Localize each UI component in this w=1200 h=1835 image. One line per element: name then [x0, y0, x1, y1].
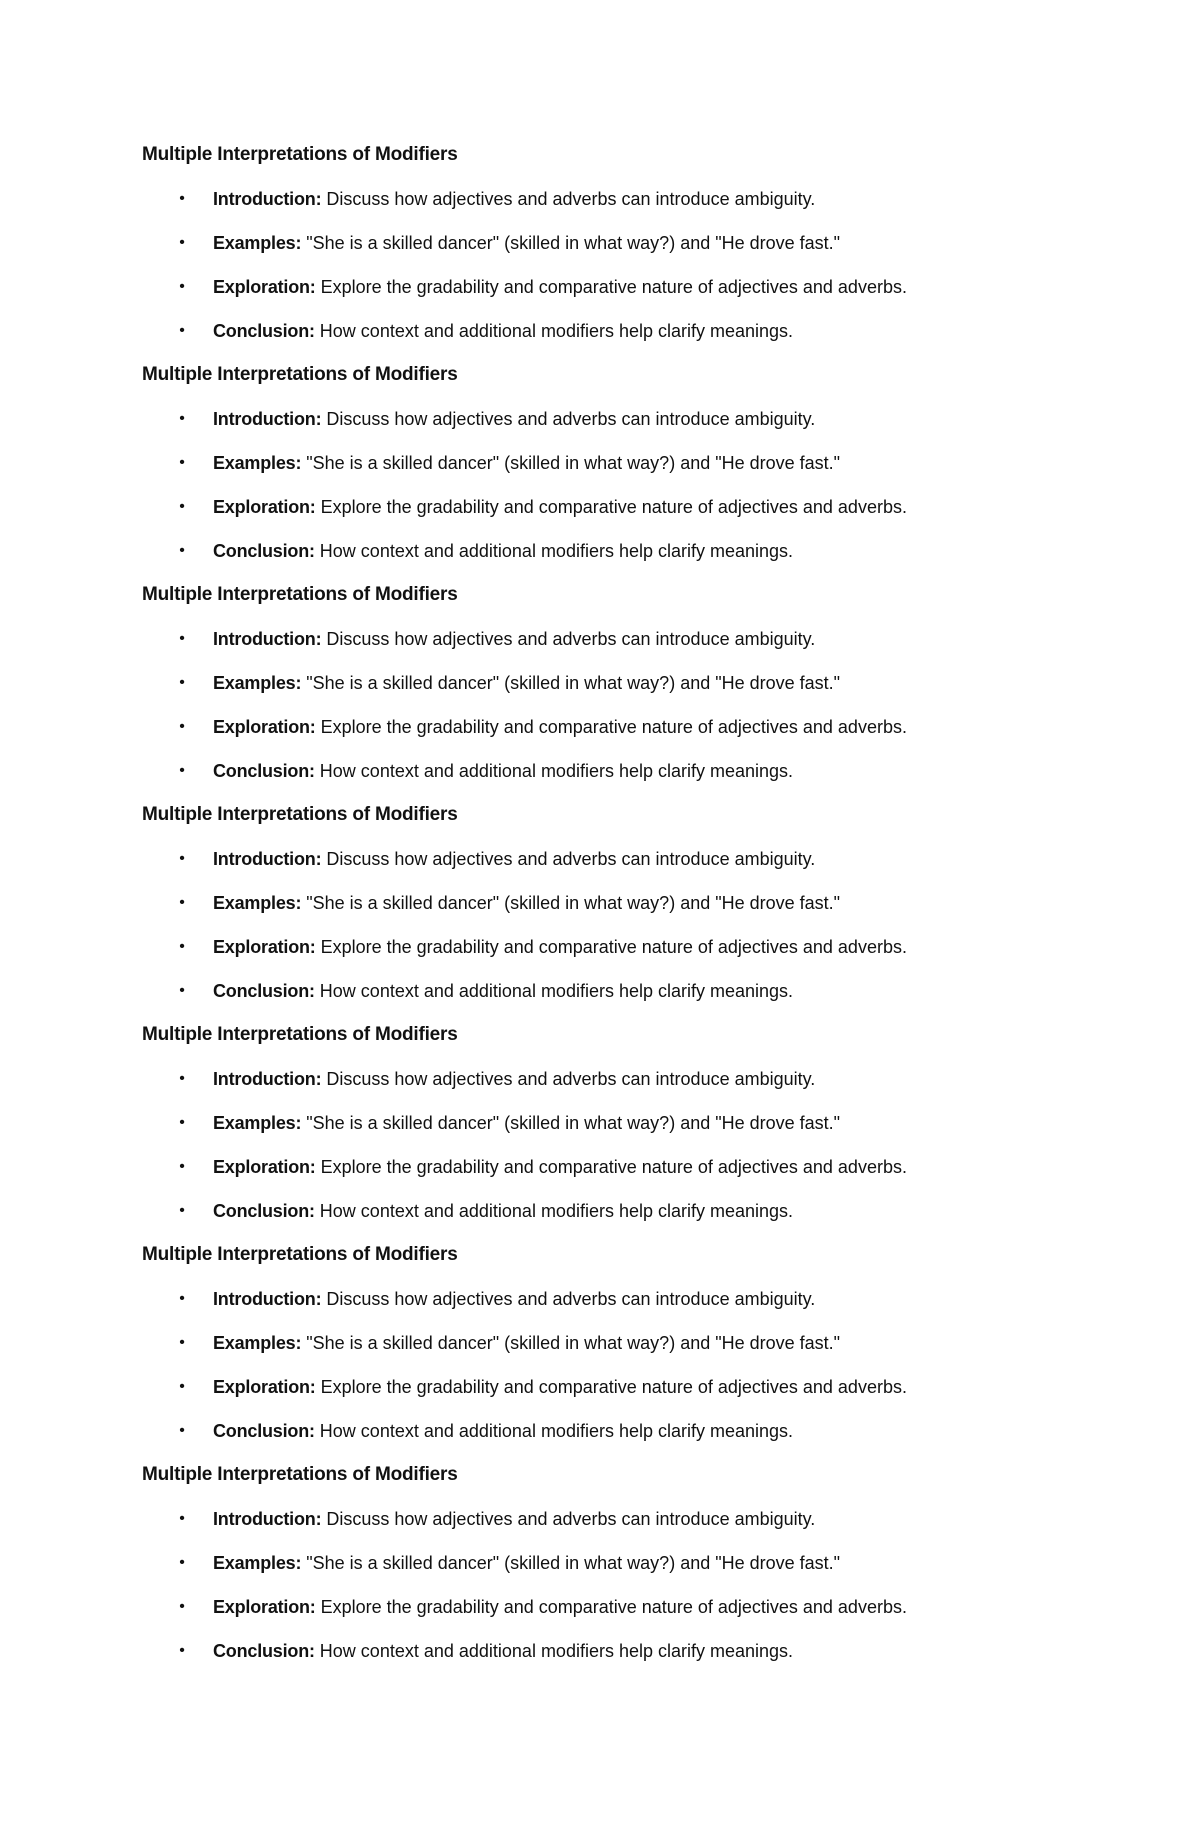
list-item	[142, 449, 1102, 477]
item-text: How context and additional modifiers help clarify meanings.	[319, 981, 794, 1001]
bullet-list	[142, 185, 1102, 345]
bullet-icon: •	[179, 982, 185, 999]
list-item	[142, 1417, 1102, 1445]
item-label: Examples:	[213, 1553, 302, 1573]
bullet-list	[142, 1065, 1102, 1225]
list-item	[142, 977, 1102, 1005]
section-heading: Multiple Interpretations of Modifiers	[142, 1464, 458, 1485]
item-text: Explore the gradability and comparative nature of adjectives and adverbs.	[320, 717, 907, 737]
item-label: Exploration:	[213, 1377, 316, 1397]
item-label: Conclusion:	[213, 321, 315, 341]
bullet-icon: •	[179, 1158, 185, 1175]
list-item	[142, 405, 1102, 433]
bullet-icon: •	[179, 850, 185, 867]
list-item	[142, 1505, 1102, 1533]
item-text: "She is a skilled dancer" (skilled in what way?) and "He drove fast."	[306, 673, 841, 693]
item-label: Introduction:	[213, 409, 322, 429]
item-text: How context and additional modifiers help clarify meanings.	[319, 1201, 794, 1221]
list-item	[142, 625, 1102, 653]
bullet-icon: •	[179, 1378, 185, 1395]
bullet-icon: •	[179, 674, 185, 691]
item-text: Explore the gradability and comparative nature of adjectives and adverbs.	[320, 497, 907, 517]
item-text: "She is a skilled dancer" (skilled in what way?) and "He drove fast."	[306, 1113, 841, 1133]
outline-section	[142, 1241, 1102, 1445]
bullet-icon: •	[179, 454, 185, 471]
item-text: Explore the gradability and comparative nature of adjectives and adverbs.	[320, 1377, 907, 1397]
outline-section	[142, 801, 1102, 1005]
list-item	[142, 889, 1102, 917]
section-heading: Multiple Interpretations of Modifiers	[142, 1024, 458, 1045]
bullet-icon: •	[179, 542, 185, 559]
item-label: Conclusion:	[213, 1421, 315, 1441]
list-item	[142, 1373, 1102, 1401]
item-label: Examples:	[213, 1333, 302, 1353]
bullet-icon: •	[179, 234, 185, 251]
bullet-list	[142, 845, 1102, 1005]
item-label: Conclusion:	[213, 541, 315, 561]
item-label: Examples:	[213, 1113, 302, 1133]
item-label: Examples:	[213, 453, 302, 473]
bullet-icon: •	[179, 1114, 185, 1131]
item-label: Examples:	[213, 673, 302, 693]
bullet-icon: •	[179, 1598, 185, 1615]
list-item	[142, 1153, 1102, 1181]
item-label: Examples:	[213, 893, 302, 913]
section-heading: Multiple Interpretations of Modifiers	[142, 584, 458, 605]
item-label: Conclusion:	[213, 761, 315, 781]
bullet-icon: •	[179, 762, 185, 779]
item-label: Examples:	[213, 233, 302, 253]
bullet-icon: •	[179, 1334, 185, 1351]
bullet-icon: •	[179, 1642, 185, 1659]
bullet-icon: •	[179, 1202, 185, 1219]
item-label: Introduction:	[213, 189, 322, 209]
outline-section	[142, 361, 1102, 565]
section-heading: Multiple Interpretations of Modifiers	[142, 364, 458, 385]
outline-section	[142, 141, 1102, 345]
bullet-icon: •	[179, 894, 185, 911]
item-text: "She is a skilled dancer" (skilled in what way?) and "He drove fast."	[306, 1553, 841, 1573]
bullet-icon: •	[179, 1070, 185, 1087]
bullet-icon: •	[179, 630, 185, 647]
bullet-list	[142, 1285, 1102, 1445]
item-text: Discuss how adjectives and adverbs can introduce ambiguity.	[326, 1289, 816, 1309]
bullet-icon: •	[179, 718, 185, 735]
item-label: Introduction:	[213, 1289, 322, 1309]
list-item	[142, 757, 1102, 785]
bullet-list	[142, 625, 1102, 785]
item-text: "She is a skilled dancer" (skilled in what way?) and "He drove fast."	[306, 1333, 841, 1353]
bullet-icon: •	[179, 322, 185, 339]
list-item	[142, 845, 1102, 873]
bullet-icon: •	[179, 1422, 185, 1439]
bullet-icon: •	[179, 190, 185, 207]
section-heading: Multiple Interpretations of Modifiers	[142, 1244, 458, 1265]
item-text: "She is a skilled dancer" (skilled in what way?) and "He drove fast."	[306, 233, 841, 253]
item-label: Introduction:	[213, 849, 322, 869]
list-item	[142, 1197, 1102, 1225]
list-item	[142, 933, 1102, 961]
list-item	[142, 1329, 1102, 1357]
item-label: Exploration:	[213, 717, 316, 737]
bullet-icon: •	[179, 278, 185, 295]
item-text: How context and additional modifiers help clarify meanings.	[319, 761, 794, 781]
item-text: Discuss how adjectives and adverbs can introduce ambiguity.	[326, 1509, 816, 1529]
item-label: Exploration:	[213, 277, 316, 297]
list-item	[142, 537, 1102, 565]
item-text: Explore the gradability and comparative nature of adjectives and adverbs.	[320, 937, 907, 957]
bullet-icon: •	[179, 498, 185, 515]
list-item	[142, 669, 1102, 697]
item-text: Discuss how adjectives and adverbs can introduce ambiguity.	[326, 409, 816, 429]
item-text: Explore the gradability and comparative nature of adjectives and adverbs.	[320, 1157, 907, 1177]
list-item	[142, 1109, 1102, 1137]
item-label: Exploration:	[213, 1597, 316, 1617]
item-text: How context and additional modifiers help clarify meanings.	[319, 1641, 794, 1661]
item-label: Conclusion:	[213, 1201, 315, 1221]
item-label: Introduction:	[213, 1069, 322, 1089]
list-item	[142, 317, 1102, 345]
list-item	[142, 493, 1102, 521]
item-text: "She is a skilled dancer" (skilled in what way?) and "He drove fast."	[306, 453, 841, 473]
list-item	[142, 1285, 1102, 1313]
list-item	[142, 229, 1102, 257]
item-text: Discuss how adjectives and adverbs can introduce ambiguity.	[326, 629, 816, 649]
bullet-list	[142, 1505, 1102, 1665]
list-item	[142, 713, 1102, 741]
item-label: Exploration:	[213, 497, 316, 517]
outline-section	[142, 581, 1102, 785]
item-text: How context and additional modifiers help clarify meanings.	[319, 321, 794, 341]
document-body	[142, 141, 1102, 1681]
item-text: Discuss how adjectives and adverbs can introduce ambiguity.	[326, 189, 816, 209]
bullet-icon: •	[179, 1554, 185, 1571]
item-text: Discuss how adjectives and adverbs can introduce ambiguity.	[326, 1069, 816, 1089]
item-text: Explore the gradability and comparative nature of adjectives and adverbs.	[320, 277, 907, 297]
item-text: How context and additional modifiers help clarify meanings.	[319, 541, 794, 561]
list-item	[142, 1065, 1102, 1093]
outline-section	[142, 1021, 1102, 1225]
item-label: Exploration:	[213, 937, 316, 957]
list-item	[142, 1549, 1102, 1577]
item-label: Conclusion:	[213, 981, 315, 1001]
section-heading: Multiple Interpretations of Modifiers	[142, 144, 458, 165]
item-text: "She is a skilled dancer" (skilled in what way?) and "He drove fast."	[306, 893, 841, 913]
item-label: Exploration:	[213, 1157, 316, 1177]
item-label: Introduction:	[213, 1509, 322, 1529]
list-item	[142, 185, 1102, 213]
bullet-icon: •	[179, 410, 185, 427]
item-label: Introduction:	[213, 629, 322, 649]
item-text: Explore the gradability and comparative nature of adjectives and adverbs.	[320, 1597, 907, 1617]
bullet-icon: •	[179, 938, 185, 955]
list-item	[142, 273, 1102, 301]
list-item	[142, 1637, 1102, 1665]
bullet-icon: •	[179, 1510, 185, 1527]
item-label: Conclusion:	[213, 1641, 315, 1661]
section-heading: Multiple Interpretations of Modifiers	[142, 804, 458, 825]
bullet-list	[142, 405, 1102, 565]
bullet-icon: •	[179, 1290, 185, 1307]
item-text: Discuss how adjectives and adverbs can introduce ambiguity.	[326, 849, 816, 869]
item-text: How context and additional modifiers help clarify meanings.	[319, 1421, 794, 1441]
list-item	[142, 1593, 1102, 1621]
outline-section	[142, 1461, 1102, 1665]
